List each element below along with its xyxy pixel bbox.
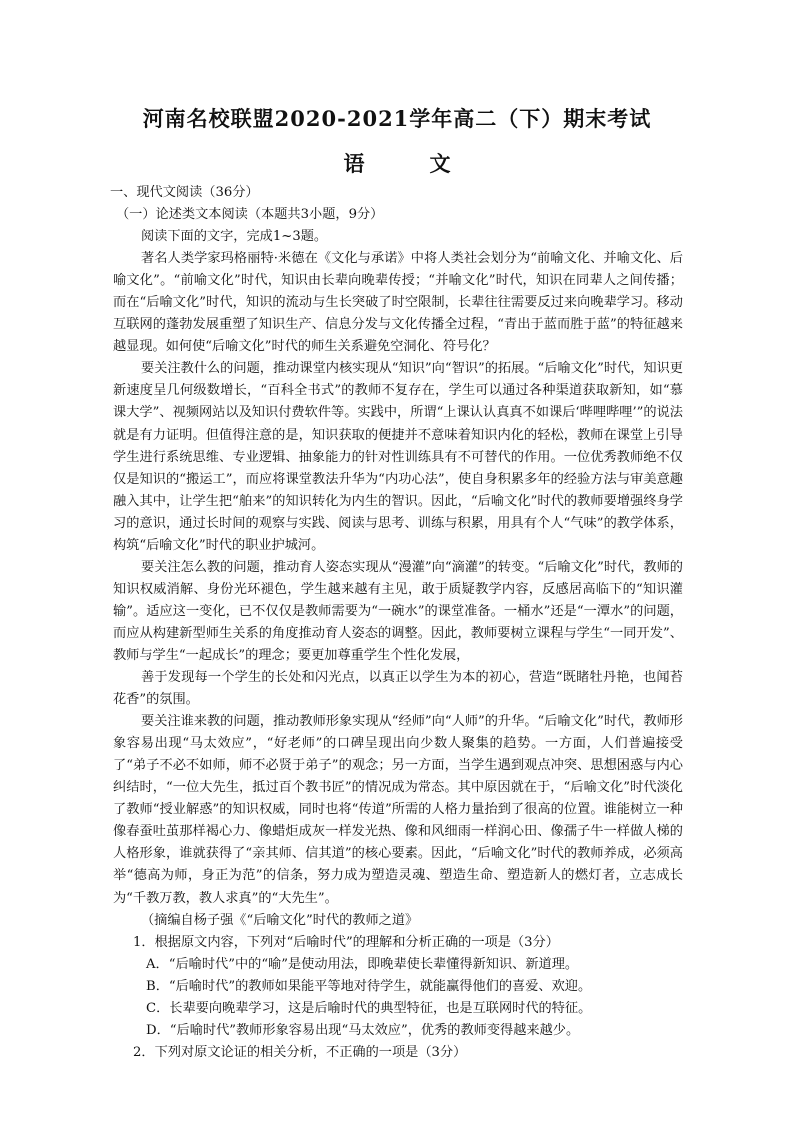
question-stem: 1．根据原文内容，下列对“后喻时代”的理解和分析正确的一项是（3分） — [133, 934, 559, 950]
passage-paragraph: 要关注怎么教的问题，推动育人姿态实现从“漫灌”向“滴灌”的转变。“后喻文化”时代，教师的知识权威消解、身份光环褪色，学生越来越有主见，敢于质疑教学内容，反感居高临下的“知识灌输”。适应这一变化，已不仅仅是教师需要为“一碗水”的课堂准备。一桶水”还是“一潭水”的问题，而应从构建新型师生关系的角度推动育人姿态的调整。因此，教师要树立课程与学生“一同开发”、教师与学生“一起成长”的理念；要更加尊重学生个性化发展， — [113, 559, 683, 663]
exam-body — [110, 182, 683, 1064]
passage-paragraph: 要关注谁来教的问题，推动教师形象实现从“经师”向“人师”的升华。“后喻文化”时代，教师形象容易出现“马太效应”，“好老师”的口碑呈现出向少数人聚集的趋势。一方面，人们普遍接受了“弟子不必不如师，师不必贤于弟子”的观念；另一方面，当学生遇到观点冲突、思想困惑与内心纠结时，“一位大先生，抵过百个教书匠”的情况成为常态。其中原因就在于，“后喻文化”时代淡化了教师“授业解惑”的知识权威，同时也将“传道”所需的人格力量抬到了很高的位置。谁能树立一种像春蚕吐茧那样褐心力、像蜡炬成灰一样发光热、像和风细雨一样润心田、像孺子牛一样做人梯的人格形象，谁就获得了“亲其师、信其道”的核心要素。因此，“后喻文化”时代的教师养成，必须高举“德高为师，身正为范”的信条，努力成为塑造灵魂、塑造生命、塑造新人的燃灯者，立志成长为“千教万教，教人求真”的“大先生”。 — [113, 714, 683, 906]
question-stem: 2．下列对原文论证的相关分析，不正确的一项是（3分） — [133, 1044, 467, 1060]
reading-instruction: 阅读下面的文字，完成1~3题。 — [141, 229, 328, 245]
passage-paragraph: 著名人类学家玛格丽特·米德在《文化与承诺》中将人类社会划分为“前喻文化、并喻文化、后喻文化”。“前喻文化”时代，知识由长辈向晚辈传授；“并喻文化”时代，知识在同辈人之间传播；而在“后喻文化”时代，知识的流动与生长突破了时空限制，长辈往往需要反过来向晚辈学习。移动互联网的蓬勃发展重塑了知识生产、信息分发与文化传播全过程，“青出于蓝而胜于蓝”的特征越来越显现。如何使“后喻文化”时代的师生关系避免空洞化、符号化？ — [113, 251, 683, 355]
subsection-heading: （一）论述类文本阅读（本题共3小题，9分） — [116, 207, 384, 223]
passage-paragraph: 要关注教什么的问题，推动课堂内核实现从“知识”向“智识”的拓展。“后喻文化”时代，知识更新速度呈几何级数增长，“百科全书式”的教师不复存在，学生可以通过各种渠道获取新知，如“慕课大学”、视频网站以及知识付费软件等。实践中，所谓“上课认认真真不如课后‘哔哩哔哩’”的说法就是有力证明。但值得注意的是，知识获取的便捷并不意味着知识内化的轻松，教师在课堂上引导学生进行系统思维、专业逻辑、抽象能力的针对性训练具有不可替代的作用。一位优秀教师绝不仅仅是知识的“搬运工”，而应将课堂教法升华为“内功心法”，使自身积累多年的经验方法与审美意趣融入其中，让学生把“舶来”的知识转化为内生的智识。因此，“后喻文化”时代的教师要增强终身学习的意识，通过长时间的观察与实践、阅读与思考、训练与积累，用具有个人“气味”的教学体系，构筑“后喻文化”时代的职业护城河。 — [113, 361, 683, 553]
answer-option: A．“后喻时代”中的“喻”是使动用法，即晚辈使长辈懂得新知识、新道理。 — [146, 956, 579, 972]
section-heading: 一、现代文阅读（36分） — [110, 185, 259, 200]
answer-option: C．长辈要向晚辈学习，这是后喻时代的典型特征，也是互联网时代的特征。 — [146, 1000, 592, 1016]
subject-title: 语 文 — [343, 151, 473, 176]
passage-paragraph: 善于发现每一个学生的长处和闪光点，以真正以学生为本的初心，营造“既睹牡丹艳，也闻苔花香”的氛围。 — [113, 670, 683, 708]
answer-option: B．“后喻时代”的教师如果能平等地对待学生，就能赢得他们的喜爱、欢迎。 — [146, 978, 592, 994]
passage-source: （摘编自杨子强《“后喻文化”时代的教师之道》 — [141, 912, 419, 928]
exam-title: 河南名校联盟2020-2021学年高二（下）期末考试 — [142, 106, 652, 131]
answer-option: D．“后喻时代”教师形象容易出现“马太效应”，优秀的教师变得越来越少。 — [146, 1022, 580, 1038]
